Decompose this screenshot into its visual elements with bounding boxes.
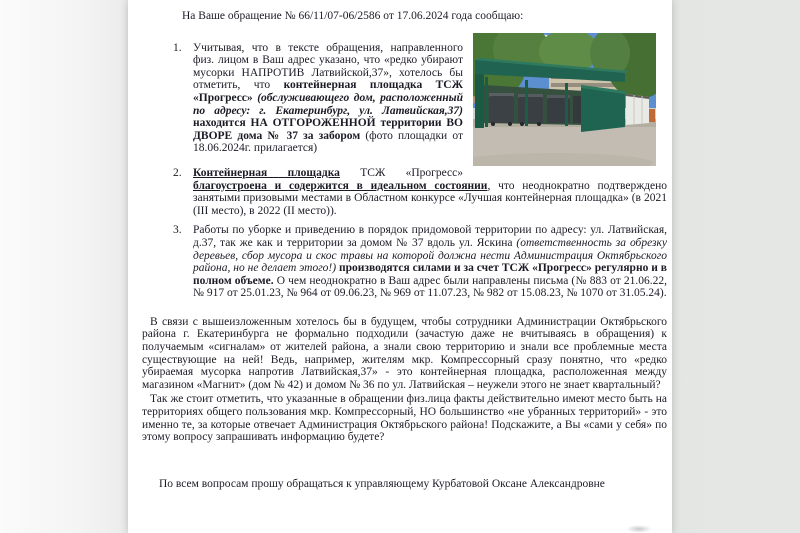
list-item-text-italic: (ответственность за обрезку деревьев, сбор мусора и скос травы на которой должна нести Администрация Октябрьского района, но не делает этого!) (193, 236, 667, 275)
list-item-text-bold: находится НА ОТГОРОЖЕННОЙ территории ВО ДВОРЕ дома № 37 за забором (193, 117, 463, 142)
list-item-text-bold-underline: Контейнерная площадка (193, 166, 340, 179)
list-item-text-bold: производятся силами и за счет ТСЖ «Прогресс» регулярно и в полном объеме. (193, 262, 668, 287)
document-page (128, 0, 672, 533)
closing-line: По всем вопросам прошу обращаться к управляющему Курбатовой Оксане Александровне (159, 477, 605, 490)
list-item-text-bold-italic: (обслуживающего дом, расположенный по адресу: г. Екатеринбург, ул. Латвийская,37) (193, 91, 463, 117)
list-item-text-bold-underline: благоустроена и содержится в идеальном состоянии (193, 179, 488, 192)
list-item-text: ТСЖ «Прогресс» (339, 166, 463, 179)
list-item-text: , что неоднократно подтверждено занятыми призовыми местами в Областном конкурсе «Лучшая контейнерная площадка» (в 2021 (III место), в 2022 (II место)). (193, 179, 667, 217)
list-item-2 (142, 167, 667, 217)
body-paragraph-1: В связи с вышеизложенным хотелось бы в будущем, чтобы сотрудники Администрации Октябрьского района г. Екатеринбурга не формально подходили (зачастую даже не вчитываясь в обращения) к получаемым «сигналам» от жителей района, а знали свою территорию и знали все проблемные места существующие на ней! Ведь, например, жителям мкр. Компрессорный сразу понятно, что «редко убираемая мусорка напротив Латвийская,37» - это контейнерная площадка, расположенная между магазином «Магнит» (дом № 42) и домом № 36 по ул. Латвийская – неужели этого не знает квартальный? (142, 315, 667, 391)
list-item-text: (фото площадки от 18.06.2024г. прилагается) (193, 129, 463, 155)
list-item-text-bold: контейнерная площадка ТСЖ «Прогресс» (193, 79, 463, 104)
document-content (142, 10, 667, 490)
list-item-1 (142, 42, 667, 155)
list-item-text: О чем неоднократно в Ваш адрес были направлены письма (№ 883 от 21.06.22, № 917 от 25.01.23, № 964 от 09.06.23, № 969 от 11.07.23, № 982 от 15.08.23, № 1070 от 31.05.24). (193, 274, 667, 300)
body-paragraph-2: Так же стоит отметить, что указанные в обращении физ.лица факты действительно имеют место быть на территориях общего пользования мкр. Компрессорный, НО большинство «не убранных территорий» - это именно те, за которые отвечает Администрация Октябрьского района! Подскажите, а Вы «сами у себя» по этому вопросу запрашивать информацию будете? (142, 393, 667, 444)
list-item-number: 2. (173, 166, 182, 179)
list-item-3 (142, 224, 667, 300)
list-item-number: 1. (173, 41, 182, 54)
list-item-text: Учитывая, что в тексте обращения, направленного физ. лицом в Ваш адрес указано, что «редко убирают мусорки НАПРОТИВ Латвийской,37», хотелось бы отметить, что (193, 41, 463, 92)
list-item-text: Работы по уборке и приведению в порядок придомовой территории по адресу: ул. Латвийская, д.37, так же как и территории за домом № 37 вдоль ул. Яскина (193, 224, 667, 249)
stamp-mark (626, 525, 652, 533)
list-item-number: 3. (173, 224, 182, 237)
document-header: На Ваше обращение № 66/11/07-06/2586 от 17.06.2024 года сообщаю: (182, 10, 524, 22)
numbered-list (142, 42, 667, 300)
